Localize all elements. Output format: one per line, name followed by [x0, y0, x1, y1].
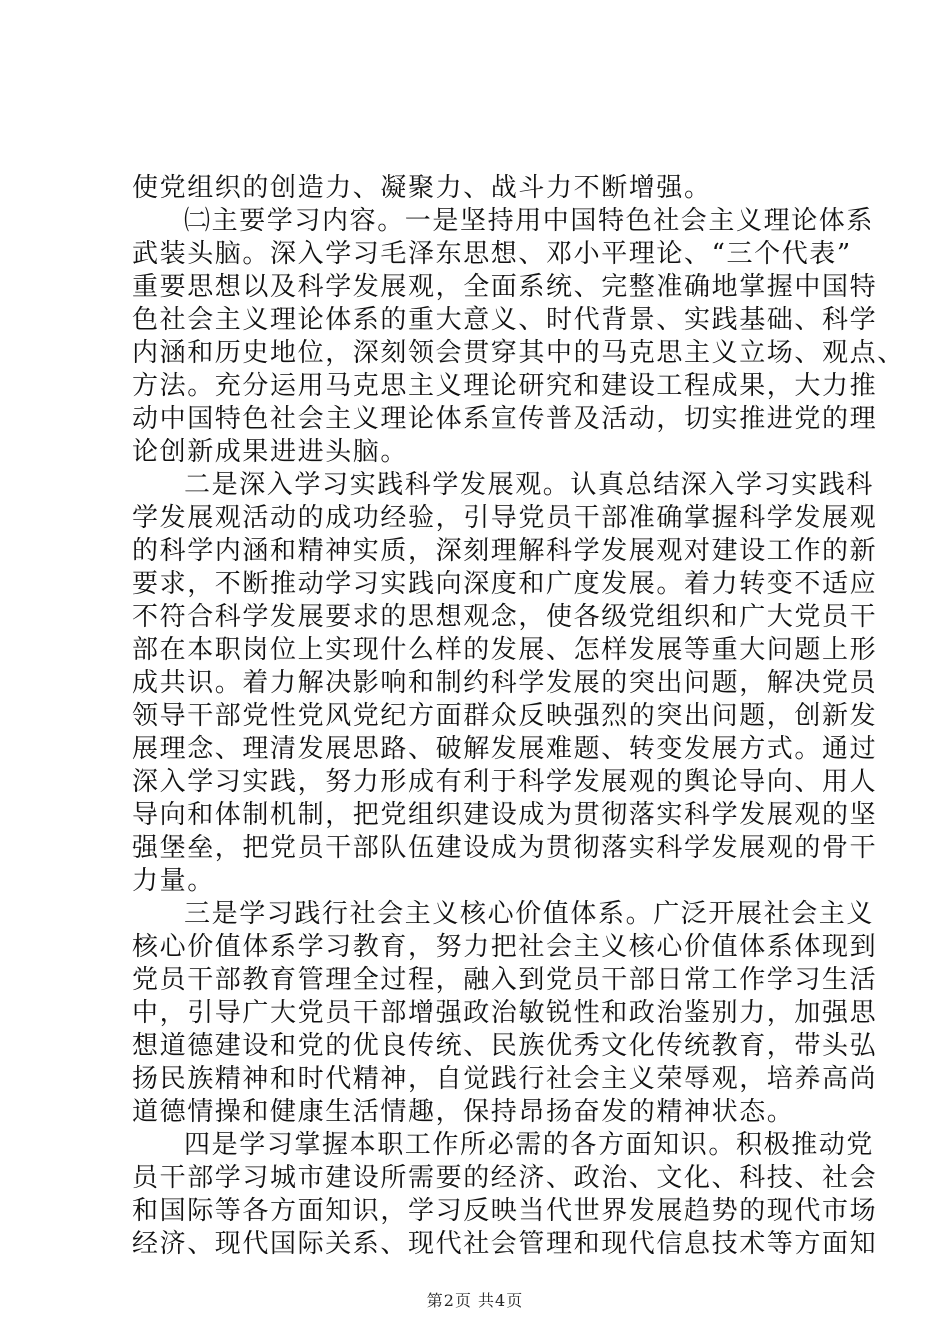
- text-line: 方法。充分运用马克思主义理论研究和建设工程成果，大力推: [132, 371, 878, 401]
- text-line: 要求，不断推动学习实践向深度和广度发展。着力转变不适应: [132, 569, 878, 599]
- text-line: ㈡主要学习内容。一是坚持用中国特色社会主义理论体系: [184, 206, 875, 236]
- text-line: 内涵和历史地位，深刻领会贯穿其中的马克思主义立场、观点、: [132, 338, 905, 368]
- text-line: 色社会主义理论体系的重大意义、时代背景、实践基础、科学: [132, 305, 878, 335]
- text-line: 深入学习实践，努力形成有利于科学发展观的舆论导向、用人: [132, 767, 878, 797]
- text-line: 中，引导广大党员干部增强政治敏锐性和政治鉴别力，加强思: [132, 998, 878, 1028]
- body-text: [132, 172, 905, 1261]
- text-line: 强堡垒，把党员干部队伍建设成为贯彻落实科学发展观的骨干: [132, 833, 878, 863]
- text-line: 展理念、理清发展思路、破解发展难题、转变发展方式。通过: [132, 734, 878, 764]
- text-line: 和国际等各方面知识，学习反映当代世界发展趋势的现代市场: [132, 1196, 878, 1226]
- text-line: 力量。: [132, 866, 215, 896]
- page-number: 第2页 共4页: [426, 1291, 524, 1310]
- text-line: 部在本职岗位上实现什么样的发展、怎样发展等重大问题上形: [132, 635, 878, 665]
- text-line: 党员干部教育管理全过程，融入到党员干部日常工作学习生活: [132, 965, 878, 995]
- text-line: 论创新成果进进头脑。: [132, 437, 409, 467]
- page-footer: [0, 1288, 950, 1311]
- text-line: 三是学习践行社会主义核心价值体系。广泛开展社会主义: [184, 899, 875, 929]
- text-line: 想道德建设和党的优良传统、民族优秀文化传统教育，带头弘: [132, 1031, 878, 1061]
- text-line: 不符合科学发展要求的思想观念，使各级党组织和广大党员干: [132, 602, 878, 632]
- text-line: 动中国特色社会主义理论体系宣传普及活动，切实推进党的理: [132, 404, 878, 434]
- text-line: 员干部学习城市建设所需要的经济、政治、文化、科技、社会: [132, 1163, 878, 1193]
- text-line: 核心价值体系学习教育，努力把社会主义核心价值体系体现到: [132, 932, 878, 962]
- text-line: 武装头脑。深入学习毛泽东思想、邓小平理论、“三个代表”: [132, 239, 852, 269]
- text-line: 经济、现代国际关系、现代社会管理和现代信息技术等方面知: [132, 1229, 878, 1259]
- text-line: 的科学内涵和精神实质，深刻理解科学发展观对建设工作的新: [132, 536, 878, 566]
- text-line: 道德情操和健康生活情趣，保持昂扬奋发的精神状态。: [132, 1097, 795, 1127]
- text-line: 重要思想以及科学发展观，全面系统、完整准确地掌握中国特: [132, 272, 878, 302]
- text-line: 二是深入学习实践科学发展观。认真总结深入学习实践科: [184, 470, 875, 500]
- text-line: 使党组织的创造力、凝聚力、战斗力不断增强。: [132, 173, 712, 203]
- text-line: 导向和体制机制，把党组织建设成为贯彻落实科学发展观的坚: [132, 800, 878, 830]
- text-line: 领导干部党性党风党纪方面群众反映强烈的突出问题，创新发: [132, 701, 878, 731]
- text-line: 成共识。着力解决影响和制约科学发展的突出问题，解决党员: [132, 668, 878, 698]
- text-line: 四是学习掌握本职工作所必需的各方面知识。积极推动党: [184, 1130, 875, 1160]
- text-line: 扬民族精神和时代精神，自觉践行社会主义荣辱观，培养高尚: [132, 1064, 878, 1094]
- text-line: 学发展观活动的成功经验，引导党员干部准确掌握科学发展观: [132, 503, 878, 533]
